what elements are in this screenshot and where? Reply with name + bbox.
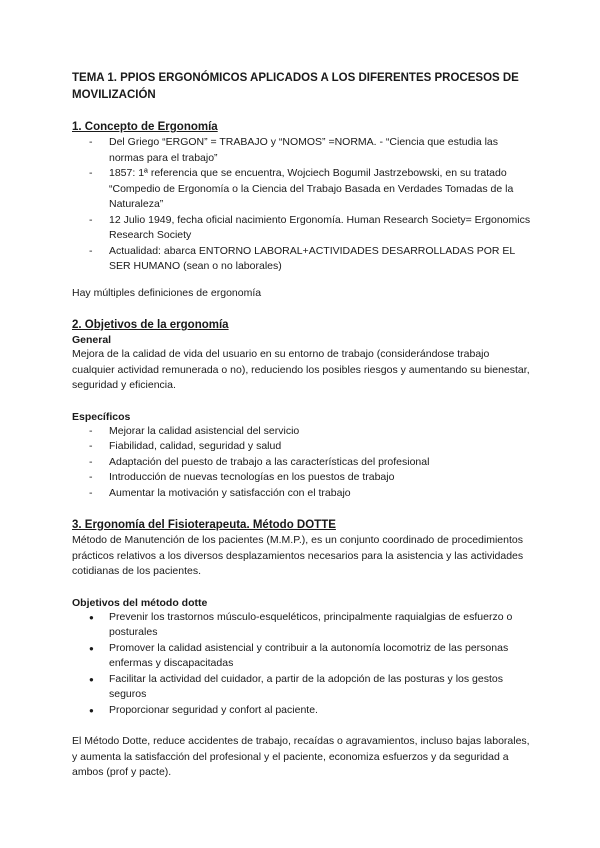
list-item: - 12 Julio 1949, fecha oficial nacimiento Ergonomía. Human Research Society= Ergonomics Research Society (89, 213, 532, 244)
list-item: ● Prevenir los trastornos músculo-esqueléticos, principalmente raquialgias de esfuerzo o posturales (89, 610, 532, 641)
section-3-closing: El Método Dotte, reduce accidentes de trabajo, recaídas o agravamientos, incluso bajas laborales, y aumenta la satisfacción del profesional y el paciente, economiza esfuerzos y da seguridad a ambos (prof y pacte). (72, 735, 530, 778)
section-3-heading: 3. Ergonomía del Fisioterapeuta. Método DOTTE (72, 519, 336, 531)
list-item: - Fiabilidad, calidad, seguridad y salud (89, 439, 532, 455)
list-item: - Adaptación del puesto de trabajo a las características del profesional (89, 455, 532, 471)
section-2-heading: 2. Objetivos de la ergonomía (72, 319, 229, 331)
section-1-heading: 1. Concepto de Ergonomía (72, 121, 218, 133)
list-item: - Del Griego “ERGON” = TRABAJO y “NOMOS” =NORMA. - “Ciencia que estudia las normas para el trabajo” (89, 135, 532, 166)
section-1-list (72, 135, 532, 275)
list-item: - 1857: 1ª referencia que se encuentra, Wojciech Bogumil Jastrzebowski, en su tratado “Compedio de Ergonomía o la Ciencia del Trabajo Basada en Verdades Tomadas de la Naturaleza” (89, 166, 532, 213)
list-item: ● Facilitar la actividad del cuidador, a partir de la adopción de las posturas y los gestos seguros (89, 672, 532, 703)
document-title: TEMA 1. PPIOS ERGONÓMICOS APLICADOS A LOS DIFERENTES PROCESOS DE MOVILIZACIÓN (72, 72, 519, 101)
general-text: Mejora de la calidad de vida del usuario en su entorno de trabajo (considerándose trabajo cualquier actividad remunerada o no), reduciendo los posibles riesgos y aumentando su bienestar, seguridad y eficiencia. (72, 348, 530, 391)
list-item: - Aumentar la motivación y satisfacción con el trabajo (89, 486, 532, 502)
objectives-label: Objetivos del método dotte (72, 596, 208, 609)
general-label: General (72, 334, 112, 346)
list-item: - Actualidad: abarca ENTORNO LABORAL+ACTIVIDADES DESARROLLADAS POR EL SER HUMANO (sean o no laborales) (89, 244, 532, 275)
section-3-intro: Método de Manutención de los pacientes (M.M.P.), es un conjunto coordinado de procedimientos prácticos relativos a los diversos desplazamientos necesarios para la asistencia y las actividades cotidianas de los pacientes. (72, 534, 524, 577)
document-page (72, 70, 532, 781)
list-item: - Introducción de nuevas tecnologías en los puestos de trabajo (89, 470, 532, 486)
list-item: - Mejorar la calidad asistencial del servicio (89, 424, 532, 440)
section-1-note: Hay múltiples definiciones de ergonomía (72, 286, 262, 299)
list-item: ● Proporcionar seguridad y confort al paciente. (89, 703, 532, 719)
objectives-list (72, 610, 532, 719)
specific-list (72, 424, 532, 502)
list-item: ● Promover la calidad asistencial y contribuir a la autonomía locomotriz de las personas enfermas y discapacitadas (89, 641, 532, 672)
specific-label: Específicos (72, 410, 131, 423)
